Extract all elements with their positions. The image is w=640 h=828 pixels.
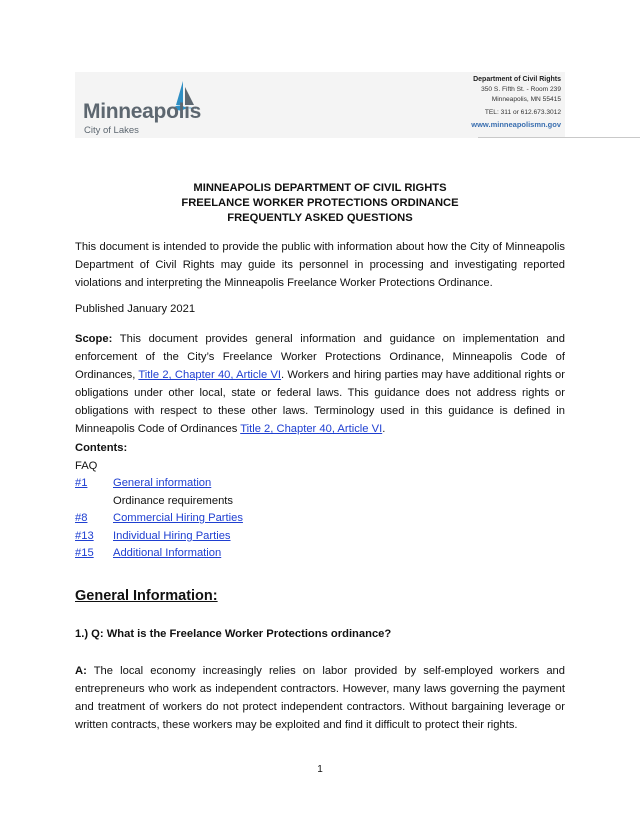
published-date: Published January 2021 [75,303,196,315]
website-link[interactable]: www.minneapolismn.gov [471,120,561,129]
logo-tagline: City of Lakes [84,125,139,136]
scope-label: Scope: [75,333,113,345]
address-line-2: Minneapolis, MN 55415 [491,96,561,103]
faq-answer-1 [75,662,565,734]
logo-wordmark: Minneapolis [83,100,202,123]
toc-number[interactable]: #13 [75,529,94,542]
ordinance-link-2[interactable]: Title 2, Chapter 40, Article VI [240,423,383,435]
toc-number[interactable]: #8 [75,512,88,525]
section-heading: General Information: [75,588,218,604]
page-number: 1 [317,764,323,775]
toc-item-ordinance-requirements [75,495,375,513]
ordinance-link-1[interactable]: Title 2, Chapter 40, Article VI [138,369,282,381]
toc-label[interactable]: Additional Information [113,547,222,560]
toc-item-commercial-hiring-parties[interactable] [75,512,375,530]
letterhead [75,72,565,138]
contents-faq: FAQ [75,460,98,472]
toc-number[interactable]: #15 [75,547,94,560]
document-title [0,181,640,226]
toc-label[interactable]: Individual Hiring Parties [113,529,231,542]
toc-label[interactable]: General information [113,477,212,489]
contents-heading: Contents: [75,442,128,454]
toc-label[interactable]: Commercial Hiring Parties [113,512,243,525]
answer-text: The local economy increasingly relies on labor provided by self-employed workers and entrepreneurs who work as independent contractors. However, many laws governing the payment and treatment of workers do not protect independent contractors. Without bargaining leverage or written contracts, these workers may be exploited and find it difficult to protect their rights. [75,665,565,731]
address-line-1: 350 S. Fifth St. - Room 239 [481,86,561,93]
toc-item-additional-information[interactable] [75,547,375,565]
toc-label: Ordinance requirements [113,494,234,507]
faq-question-1: 1.) Q: What is the Freelance Worker Protections ordinance? [75,628,392,640]
title-line-1: MINNEAPOLIS DEPARTMENT OF CIVIL RIGHTS [193,182,447,194]
title-line-2: FREELANCE WORKER PROTECTIONS ORDINANCE [181,197,459,209]
scope-text-2: . Workers and hiring parties may have additional rights or obligations under other local, state or federal laws. This guidance does not address rights or obligations with respect to these other laws. Terminology used in this guidance is defined in Minneapolis Code of Ordinances [75,369,565,435]
intro-paragraph: This document is intended to provide the public with information about how the City of Minneapolis Department of Civil Rights may guide its personnel in processing and investigating reported violations and interpreting the Minneapolis Freelance Worker Protections Ordinance. [75,241,565,289]
scope-text-3: . [382,423,386,435]
city-logo [83,78,203,134]
toc-item-general-information[interactable] [75,477,375,495]
scope-text-1: This document provides general information and guidance on implementation and enforcement of the City’s Freelance Worker Protections Ordinance, Minneapolis Code of Ordinances, [75,333,565,381]
answer-label: A: [75,665,87,677]
telephone: TEL: 311 or 612.673.3012 [484,109,561,116]
toc-number[interactable]: #1 [75,477,88,489]
table-of-contents [75,477,375,565]
department-address [471,75,561,130]
scope-paragraph [75,330,565,438]
letterhead-divider [478,137,640,138]
toc-item-individual-hiring-parties[interactable] [75,530,375,548]
title-line-3: FREQUENTLY ASKED QUESTIONS [227,212,413,224]
department-name: Department of Civil Rights [473,76,561,83]
